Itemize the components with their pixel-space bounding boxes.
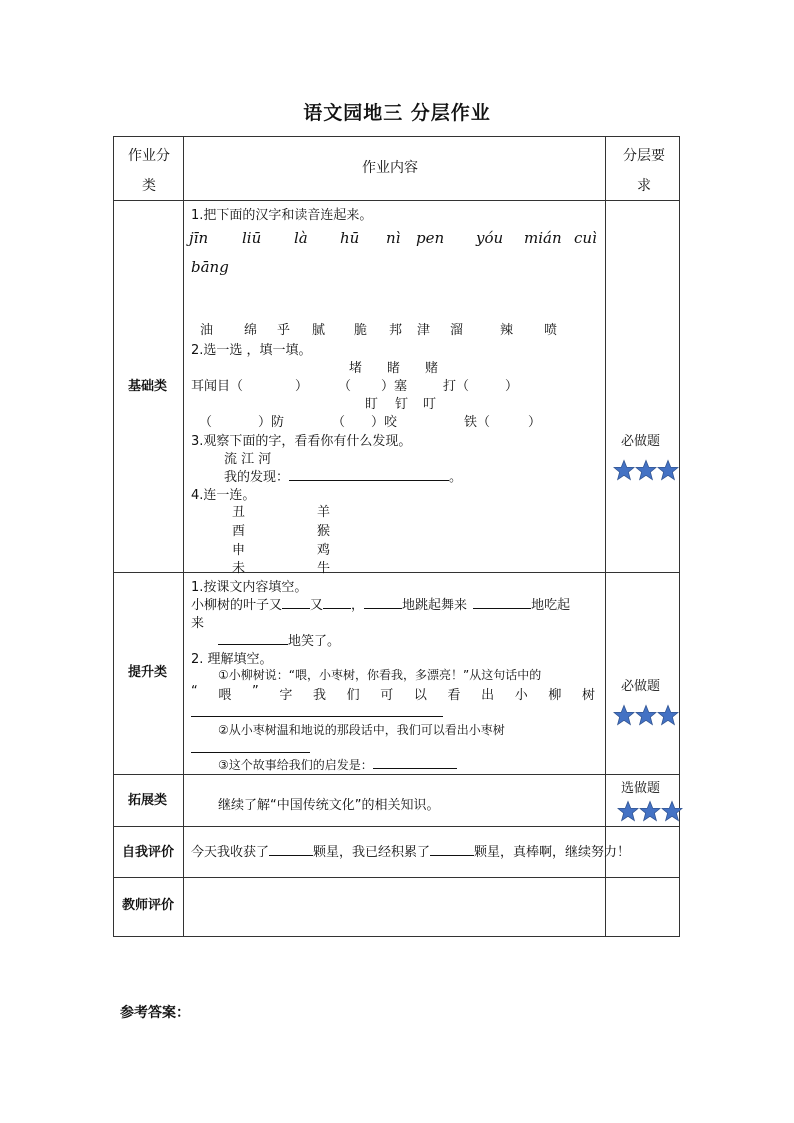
pinyin-jin: jīn <box>189 229 209 247</box>
pinyin-bang: bāng <box>191 258 229 276</box>
choice-ding2: 钉 <box>395 397 409 412</box>
advanced-q2: 2. 理解填空。 <box>191 652 273 667</box>
stars-earned-blank[interactable] <box>269 843 313 856</box>
advanced-line3 <box>218 630 340 649</box>
row-divider <box>114 877 679 878</box>
fill-tie-start: 铁（ <box>464 415 491 430</box>
column-divider <box>605 137 606 936</box>
spaced-char: “ <box>191 684 198 699</box>
sub3-answer-blank[interactable] <box>373 756 457 769</box>
choice-du1: 堵 <box>349 361 363 376</box>
header-category-line2: 类 <box>142 178 156 194</box>
fill-ermwenmu-start: 耳闻目（ <box>191 379 244 394</box>
pinyin-mian: mián <box>524 229 562 247</box>
char-you: 油 <box>200 323 214 338</box>
line1-part4: 地跳起舞来 <box>402 598 468 613</box>
category-teacher-eval: 教师评价 <box>122 898 175 913</box>
char-bang: 邦 <box>389 323 403 338</box>
homework-table <box>113 136 680 937</box>
line1-part3: ， <box>351 598 365 613</box>
star-icon <box>639 800 661 822</box>
spaced-char: 柳 <box>548 688 562 703</box>
basic-q3: 3.观察下面的字，看看你有什么发现。 <box>191 434 412 449</box>
fill-ermwenmu-end: ） <box>295 379 309 394</box>
fill-fang-end: ）防 <box>258 415 285 430</box>
sub2-answer-blank[interactable] <box>191 752 310 753</box>
char-ni: 腻 <box>312 323 326 338</box>
star-icon <box>613 704 635 726</box>
q3-chars: 流 江 河 <box>224 452 272 467</box>
star-icon <box>635 704 657 726</box>
q3-end: 。 <box>449 470 463 485</box>
advanced-sub3 <box>218 756 457 773</box>
basic-stars <box>613 459 679 485</box>
row-divider <box>114 572 679 573</box>
line1-part2: 又 <box>310 598 324 613</box>
spaced-char: 我 <box>312 688 326 703</box>
fill-tie <box>464 411 541 430</box>
spaced-char: 字 <box>279 688 293 703</box>
fill-da-start: 打（ <box>443 379 470 394</box>
char-la: 辣 <box>500 323 514 338</box>
pinyin-la: là <box>294 229 308 247</box>
category-extension: 拓展类 <box>128 793 168 808</box>
sub1-answer-blank[interactable] <box>191 716 443 717</box>
char-jin: 津 <box>417 323 431 338</box>
match-left-chou: 丑 <box>232 505 246 520</box>
self-eval-content <box>191 841 630 860</box>
basic-q1: 1.把下面的汉字和读音连起来。 <box>191 208 373 223</box>
fill-blank[interactable] <box>364 596 402 609</box>
star-icon <box>657 459 679 481</box>
char-hu: 乎 <box>277 323 291 338</box>
pinyin-cui: cuì <box>574 229 597 247</box>
q3-discovery <box>224 466 462 485</box>
star-icon <box>617 800 639 822</box>
choice-du3: 赌 <box>425 361 439 376</box>
spaced-char: 小 <box>514 688 528 703</box>
header-category <box>124 141 174 201</box>
fill-blank[interactable] <box>218 632 288 645</box>
stars-total-blank[interactable] <box>430 843 474 856</box>
self-eval-part1: 今天我收获了 <box>191 845 270 860</box>
fill-fang-start: （ <box>199 415 213 430</box>
pinyin-hu: hū <box>340 229 360 247</box>
star-icon <box>657 704 679 726</box>
fill-da-end: ） <box>505 379 519 394</box>
extension-stars <box>617 800 683 826</box>
advanced-sub1: ①小柳树说：“喂，小枣树，你看我，多漂亮！”从这句话中的 <box>218 668 542 682</box>
match-right-yang: 羊 <box>317 505 331 520</box>
line1-part1: 小柳树的叶子又 <box>191 598 283 613</box>
spaced-char: 们 <box>346 688 360 703</box>
fill-blank[interactable] <box>473 596 531 609</box>
match-left-wei: 未 <box>232 561 246 576</box>
spaced-char: 树 <box>581 688 595 703</box>
answers-heading: 参考答案： <box>120 1005 190 1021</box>
column-divider <box>183 137 184 936</box>
fill-blank[interactable] <box>282 596 310 609</box>
star-icon <box>613 459 635 481</box>
spaced-char: 看 <box>447 688 461 703</box>
spaced-char: 出 <box>481 688 495 703</box>
fill-da <box>443 375 518 394</box>
fill-sai-start: （ <box>338 379 352 394</box>
pinyin-pen: pen <box>416 229 445 247</box>
char-cui: 脆 <box>354 323 368 338</box>
extension-content: 继续了解“中国传统文化”的相关知识。 <box>218 798 440 813</box>
advanced-stars <box>613 704 679 730</box>
row-divider <box>114 774 679 775</box>
line3-end: 地笑了。 <box>288 634 341 649</box>
star-icon <box>661 800 683 822</box>
fill-yao <box>332 411 397 430</box>
spaced-char: 以 <box>413 688 427 703</box>
match-right-ji: 鸡 <box>317 543 331 558</box>
header-level <box>619 141 669 201</box>
char-mian: 绵 <box>244 323 258 338</box>
header-level-line2: 求 <box>637 178 651 194</box>
fill-fang <box>199 411 284 430</box>
fill-sai-end: ）塞 <box>381 379 408 394</box>
spaced-char: ” <box>251 684 259 699</box>
header-level-line1: 分层要 <box>623 148 665 164</box>
pinyin-ni: nì <box>386 229 401 247</box>
char-liu: 溜 <box>450 323 464 338</box>
fill-blank[interactable] <box>323 596 351 609</box>
basic-q2: 2.选一选 ，填一填。 <box>191 343 312 358</box>
header-category-line1: 作业分 <box>128 148 170 164</box>
advanced-requirement: 必做题 <box>621 679 661 694</box>
match-right-niu: 牛 <box>317 561 331 576</box>
sub3-label: ③这个故事给我们的启发是： <box>218 758 373 772</box>
advanced-q1: 1.按课文内容填空。 <box>191 580 308 595</box>
extension-requirement: 选做题 <box>621 781 661 796</box>
row-divider <box>114 826 679 827</box>
choice-ding1: 盯 <box>365 397 379 412</box>
match-right-hou: 猴 <box>317 524 331 539</box>
fill-yao-start: （ <box>332 415 346 430</box>
header-content: 作业内容 <box>362 160 418 176</box>
basic-q4: 4.连一连。 <box>191 488 256 503</box>
match-left-you: 酉 <box>232 524 246 539</box>
fill-sai <box>338 375 407 394</box>
choice-du2: 睹 <box>387 361 401 376</box>
self-eval-part2: 颗星，我已经积累了 <box>313 845 431 860</box>
advanced-sub1-spaced <box>191 684 595 703</box>
page-title: 语文园地三 分层作业 <box>303 102 491 124</box>
category-basic: 基础类 <box>128 379 168 394</box>
basic-requirement: 必做题 <box>621 434 661 449</box>
pinyin-you: yóu <box>476 229 504 247</box>
self-eval-part3: 颗星，真棒啊，继续努力！ <box>474 845 631 860</box>
spaced-char: 可 <box>380 688 394 703</box>
fill-yao-end: ）咬 <box>371 415 398 430</box>
advanced-sub2: ②从小枣树温和地说的那段话中，我们可以看出小枣树 <box>218 723 505 737</box>
char-pen: 喷 <box>544 323 558 338</box>
row-divider <box>114 200 679 201</box>
category-self-eval: 自我评价 <box>122 845 175 860</box>
q3-answer-blank[interactable] <box>289 468 449 481</box>
star-icon <box>635 459 657 481</box>
advanced-line2: 来 <box>191 616 205 631</box>
choice-ding3: 叮 <box>423 397 437 412</box>
q3-prompt: 我的发现： <box>224 470 290 485</box>
spaced-char: 喂 <box>218 688 232 703</box>
fill-tie-end: ） <box>528 415 542 430</box>
category-advanced: 提升类 <box>128 665 168 680</box>
line1-part5: 地吃起 <box>531 598 571 613</box>
pinyin-liu: liū <box>242 229 262 247</box>
match-left-shen: 申 <box>232 543 246 558</box>
fill-ermwenmu <box>191 375 308 394</box>
advanced-line1 <box>191 594 570 613</box>
